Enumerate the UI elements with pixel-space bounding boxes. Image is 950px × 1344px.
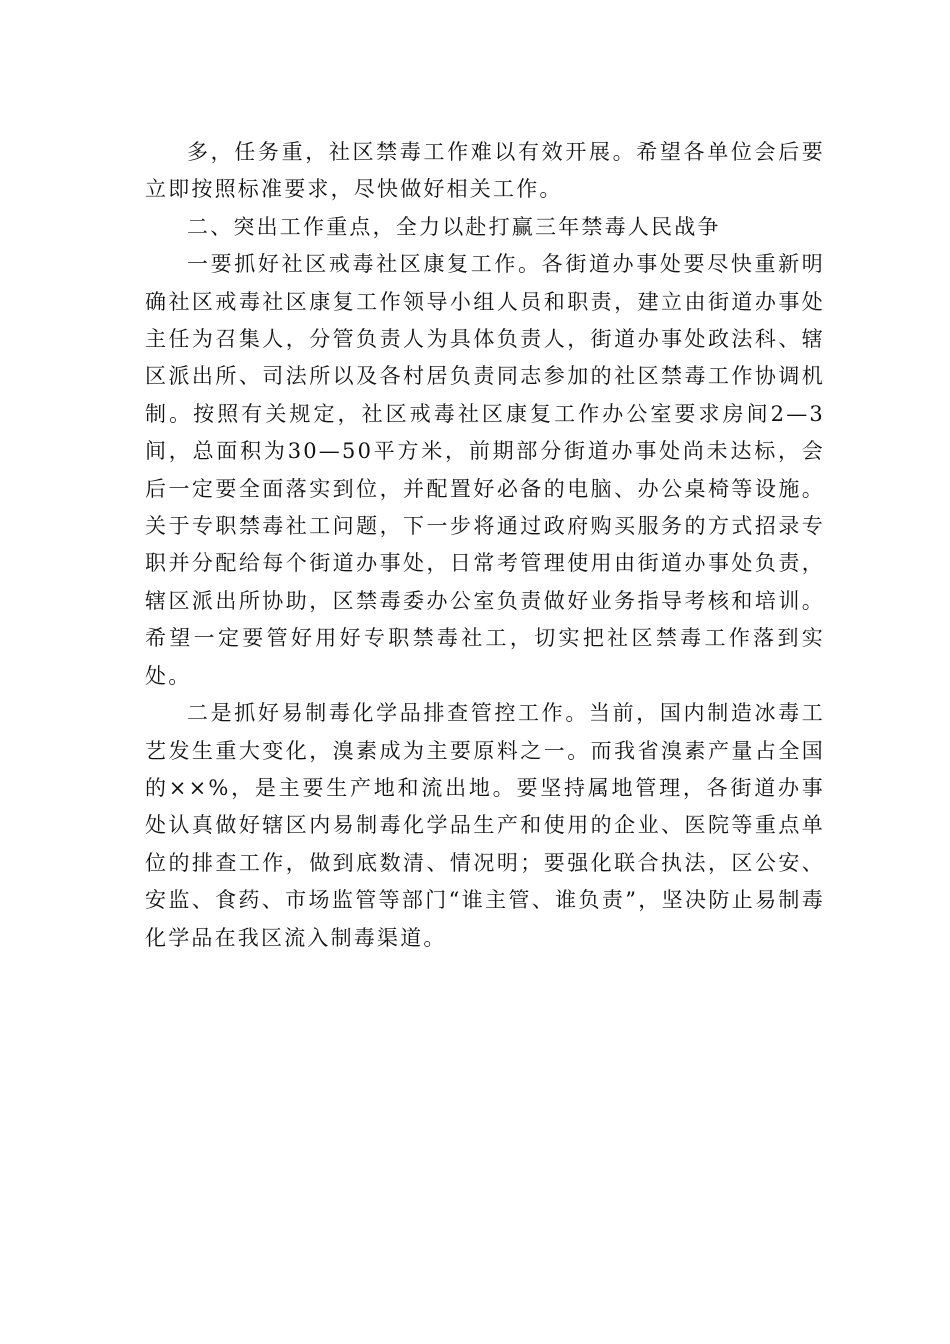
paragraph-continuation: 多，任务重，社区禁毒工作难以有效开展。希望各单位会后要立即按照标准要求，尽快做好相关工作。 bbox=[145, 140, 825, 202]
paragraph-precursor-chemicals: 二是抓好易制毒化学品排查管控工作。当前，国内制造冰毒工艺发生重大变化，溴素成为主要原料之一。而我省溴素产量占全国的××%，是主要生产地和流出地。要坚持属地管理，各街道办事处认真做好辖区内易制毒化学品生产和使用的企业、医院等重点单位的排查工作，做到底数清、情况明；要强化联合执法，区公安、安监、食药、市场监管等部门“谁主管、谁负责”，坚决防止易制毒化学品在我区流入制毒渠道。 bbox=[145, 701, 825, 950]
paragraph-community-rehab: 一要抓好社区戒毒社区康复工作。各街道办事处要尽快重新明确社区戒毒社区康复工作领导小组人员和职责，建立由街道办事处主任为召集人，分管负责人为具体负责人，街道办事处政法科、辖区派出所、司法所以及各村居负责同志参加的社区禁毒工作协调机制。按照有关规定，社区戒毒社区康复工作办公室要求房间2—3间，总面积为30—50平方米，前期部分街道办事处尚未达标，会后一定要全面落实到位，并配置好必备的电脑、办公桌椅等设施。关于专职禁毒社工问题，下一步将通过政府购买服务的方式招录专职并分配给每个街道办事处，日常考管理使用由街道办事处负责，辖区派出所协助，区禁毒委办公室负责做好业务指导考核和培训。希望一定要管好用好专职禁毒社工，切实把社区禁毒工作落到实处。 bbox=[145, 252, 825, 688]
document-body bbox=[145, 134, 825, 957]
section-heading: 二、突出工作重点，全力以赴打赢三年禁毒人民战争 bbox=[187, 214, 721, 239]
